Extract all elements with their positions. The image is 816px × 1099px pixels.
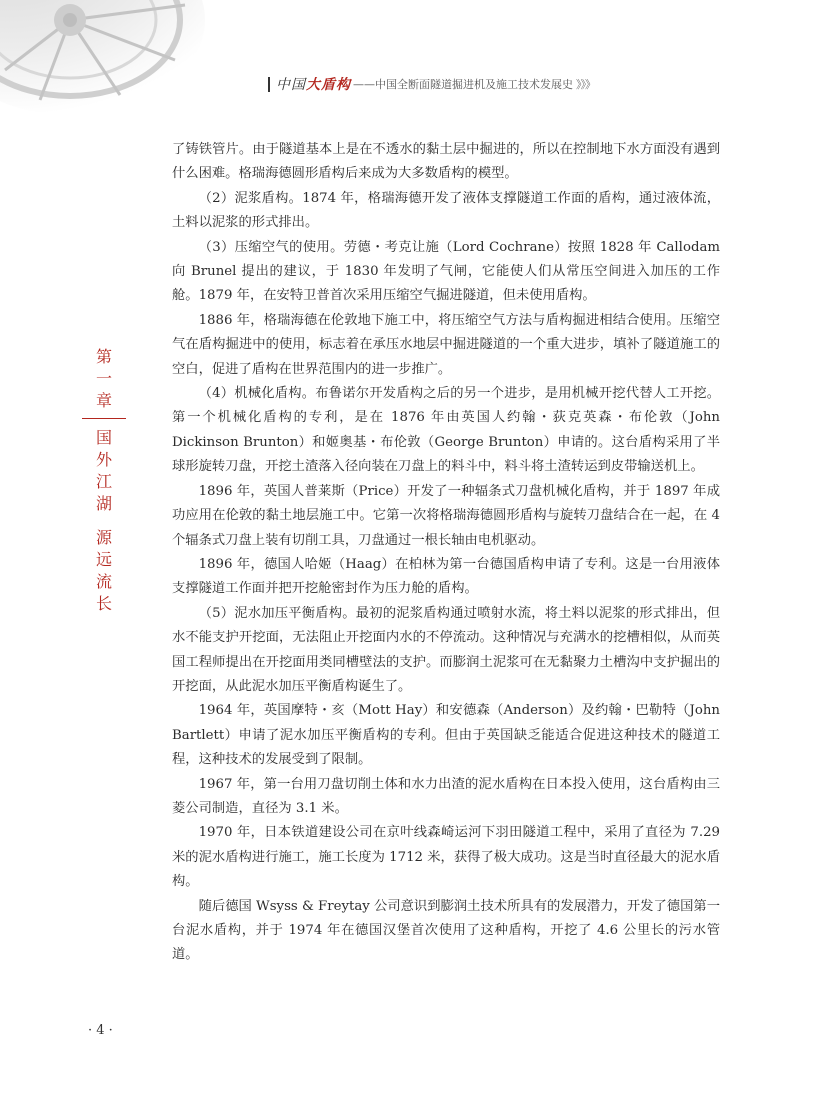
header-divider (268, 77, 270, 92)
paragraph: 1964 年，英国摩特・亥（Mott Hay）和安德森（Anderson）及约翰・巴勒特（John Bartlett）申请了泥水加压平衡盾构的专利。但由于英国缺乏能适合促进这种技术的隧道工程，这种技术的发展受到了限制。 (172, 703, 720, 768)
tunnel-boring-machine-image (0, 0, 260, 130)
paragraph: 1896 年，德国人哈姬（Haag）在柏林为第一台德国盾构申请了专利。这是一台用液体支撑隧道工作面并把开挖舱密封作为压力舱的盾构。 (172, 556, 720, 597)
paragraph: （2）泥浆盾构。1874 年，格瑞海德开发了液体支撑隧道工作面的盾构，通过液体流，土料以泥浆的形式排出。 (172, 190, 720, 231)
running-header (268, 74, 648, 94)
paragraph: 随后德国 Wsyss & Freytay 公司意识到膨润土技术所具有的发展潜力，开发了德国第一台泥水盾构，并于 1974 年在德国汉堡首次使用了这种盾构，开挖了 4.6 公里长的污水管道。 (172, 898, 720, 963)
paragraph: 1970 年，日本铁道建设公司在京叶线森崎运河下羽田隧道工程中，采用了直径为 7.29 米的泥水盾构进行施工，施工长度为 1712 米，获得了极大成功。这是当时直径最大的泥水盾构。 (172, 825, 720, 890)
chapter-title-part1: 国 外 江 湖 (95, 428, 112, 513)
header-brand-prefix: 中国 (276, 77, 306, 93)
chapter-number: 第 一 章 (95, 347, 112, 410)
paragraph: （3）压缩空气的使用。劳德・考克让施（Lord Cochrane）按照 1828 年 Callodam 向 Brunel 提出的建议，于 1830 年发明了气闸，它能使人们从常压空间进入加压的工作舱。1879 年，在安特卫普首次采用压缩空气掘进隧道，但未使用盾构。 (172, 239, 720, 304)
chapter-side-title (86, 346, 122, 615)
chapter-title-part2: 源 远 流 长 (95, 528, 112, 613)
paragraph: （5）泥水加压平衡盾构。最初的泥浆盾构通过喷射水流，将土料以泥浆的形式排出，但水不能支护开挖面，无法阻止开挖面内水的不停流动。这种情况与充满水的挖槽相似，从而英国工程师提出在开挖面用类同槽壁法的支护。而膨润土泥浆可在无黏聚力土槽沟中支护掘出的开挖面，从此泥水加压平衡盾构诞生了。 (172, 605, 720, 694)
page-number: · 4 · (88, 1023, 113, 1038)
header-brand-name: 大盾构 (306, 77, 351, 93)
paragraph: 1886 年，格瑞海德在伦敦地下施工中，将压缩空气方法与盾构掘进相结合使用。压缩空气在盾构掘进中的使用，标志着在承压水地层中掘进隧道的一个重大进步，填补了隧道施工的空白，促进了盾构在世界范围内的进一步推广。 (172, 312, 720, 377)
paragraph: 1967 年，第一台用刀盘切削土体和水力出渣的泥水盾构在日本投入使用，这台盾构由三菱公司制造，直径为 3.1 米。 (172, 776, 720, 816)
body-text (172, 138, 720, 968)
paragraph: （4）机械化盾构。布鲁诺尔开发盾构之后的另一个进步，是用机械开挖代替人工开挖。第一个机械化盾构的专利，是在 1876 年由英国人约翰・荻克英森・布伦敦（John Dickinson Brunton）和姬奥基・布伦敦（George Brunton）申请的。这台盾构采用了半球形旋转刀盘，开挖土渣落入径向装在刀盘上的料斗中，料斗将土渣转运到皮带输送机上。 (172, 386, 720, 475)
paragraph: 了铸铁管片。由于隧道基本上是在不透水的黏土层中掘进的，所以在控制地下水方面没有遇到什么困难。格瑞海德圆形盾构后来成为大多数盾构的模型。 (172, 142, 720, 182)
chapter-divider (82, 418, 126, 419)
header-arrows: 》》》 (576, 78, 595, 91)
paragraph: 1896 年，英国人普莱斯（Price）开发了一种辐条式刀盘机械化盾构，并于 1897 年成功应用在伦敦的黏土地层施工中。它第一次将格瑞海德圆形盾构与旋转刀盘结合在一起，在 4 个辐条式刀盘上装有切削工具，刀盘通过一根长轴由电机驱动。 (172, 483, 720, 548)
header-subtitle: ——中国全断面隧道掘进机及施工技术发展史 (353, 78, 573, 91)
